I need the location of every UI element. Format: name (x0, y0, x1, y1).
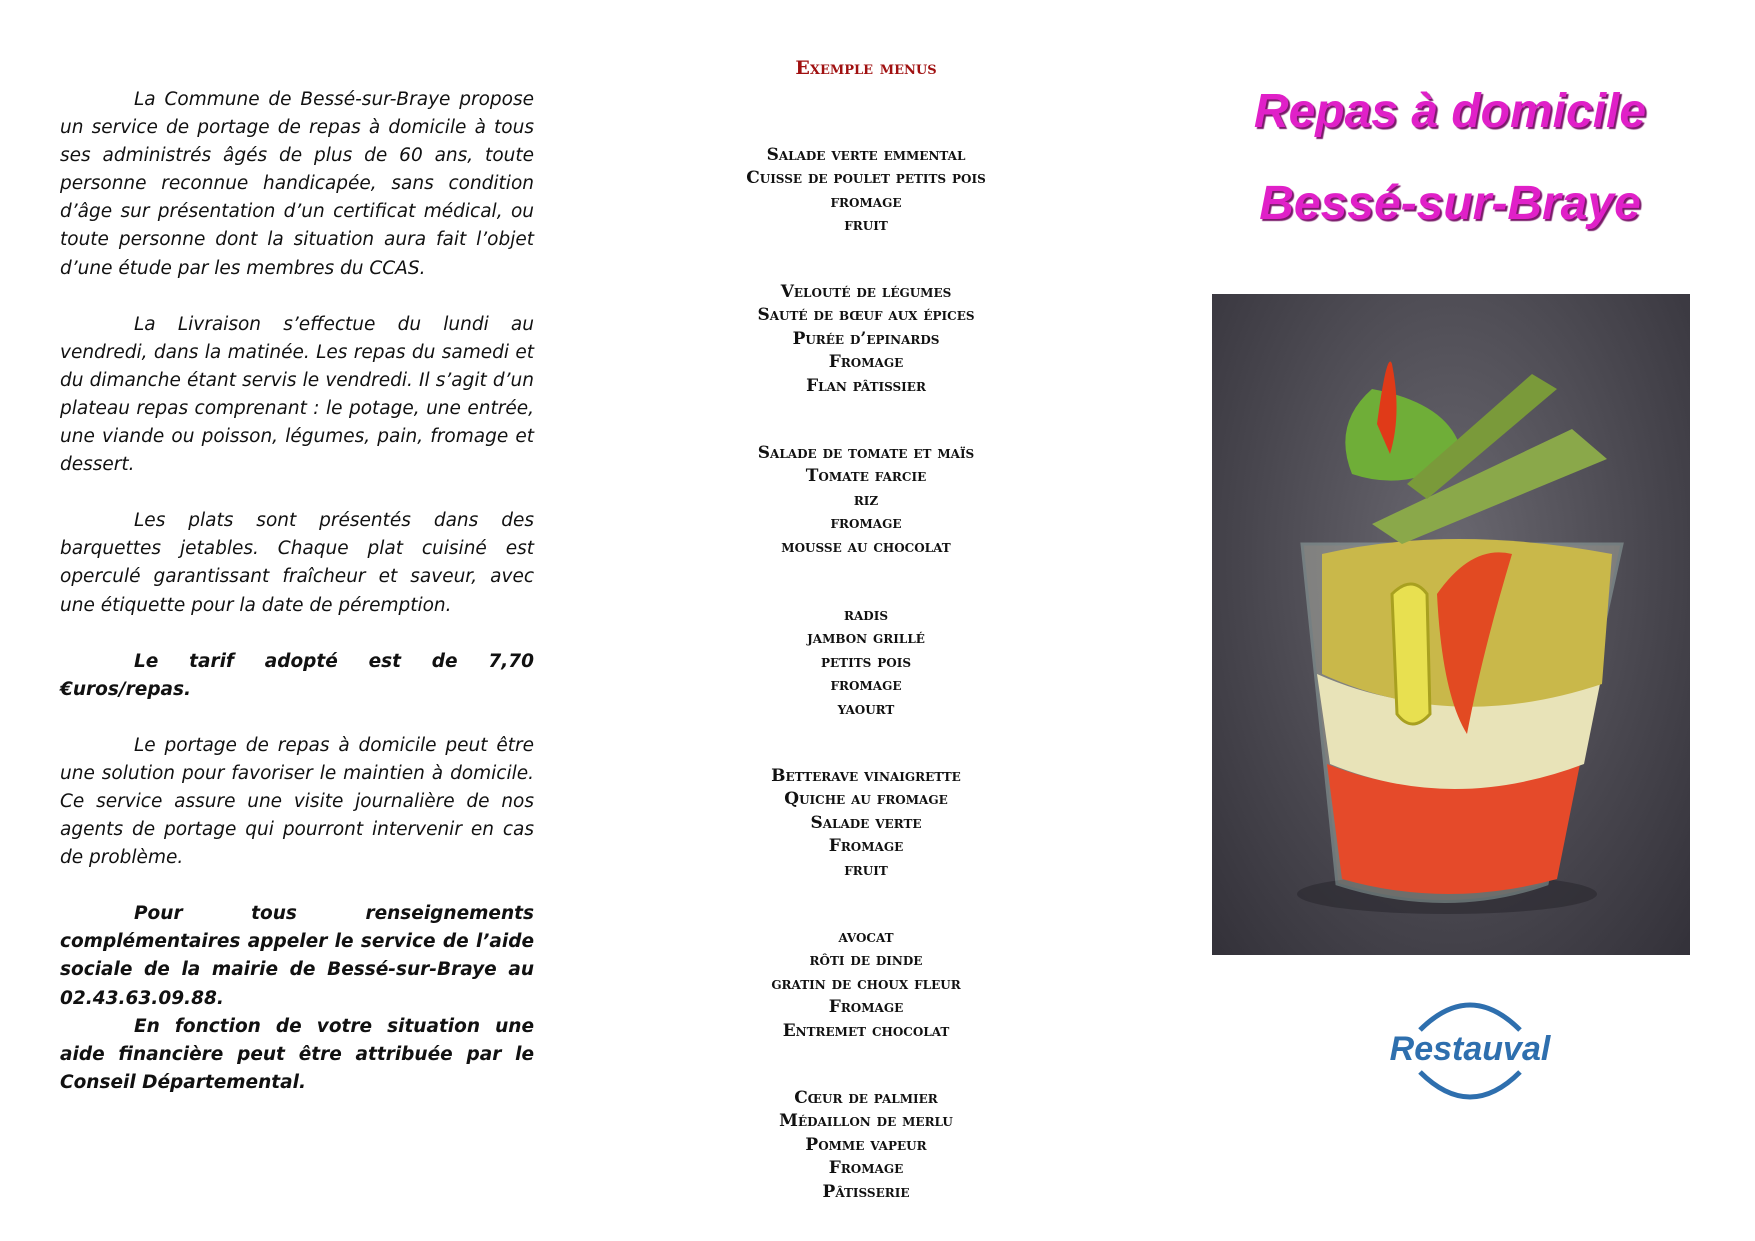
intro-paragraph: La Commune de Bessé-sur-Braye propose un service de portage de repas à domicile à tous ses administrés âgés de plus de 60 ans, toute personne reconnue handicapée, sans condition d’âge sur présentation d’un certificat médical, ou toute personne dont la situation aura fait l’objet d’une étude par les membres du CCAS. (60, 89, 534, 279)
service-paragraph: Le portage de repas à domicile peut être une solution pour favoriser le maintien à domicile. Ce service assure une visite journalière de nos agents de portage qui pourront intervenir en cas de problème. (60, 734, 534, 869)
menu-dish: yaourt (837, 698, 895, 719)
cover-title: Repas à domicile (1253, 85, 1647, 138)
price-paragraph: Le tarif adopté est de 7,70 €uros/repas. (60, 650, 534, 700)
menu-dish: Fromage (828, 352, 904, 373)
menu-dish: riz (853, 489, 879, 510)
menu-dish: fruit (844, 215, 888, 236)
menu-dish: Velouté de légumes (780, 282, 952, 302)
menu-example (680, 765, 1052, 882)
menu-dish: rôti de dinde (809, 950, 923, 971)
menu-example (680, 442, 1052, 559)
menu-dish: mousse au chocolat (781, 536, 951, 557)
menu-dish: Salade verte (810, 812, 922, 833)
delivery-paragraph: La Livraison s’effectue du lundi au vendredi, dans la matinée. Les repas du samedi et du dimanche étant servis le vendredi. Il s’agit d’un plateau repas comprenant : le potage, une entrée, une viande ou poisson, légumes, pain, fromage et dessert. (60, 313, 534, 476)
menu-example (680, 144, 1052, 238)
menu-dish: Fromage (828, 1158, 904, 1179)
menu-dish: Sauté de bœuf aux épices (757, 305, 975, 326)
menu-dish: Salade de tomate et maïs (757, 443, 975, 463)
menu-dish: Pomme vapeur (805, 1134, 927, 1155)
aid-paragraph: En fonction de votre situation une aide financière peut être attribuée par le Conseil Départemental. (60, 1015, 534, 1093)
menu-dish: Quiche au fromage (784, 789, 948, 810)
logo-text: Restauval (1389, 1030, 1551, 1068)
menu-example (680, 281, 1052, 398)
food-photo (1212, 294, 1690, 955)
menu-dish: Entremet chocolat (782, 1020, 950, 1041)
cover-subtitle: Bessé-sur-Braye (1259, 177, 1641, 230)
menu-dish: Betterave vinaigrette (771, 766, 961, 786)
menu-example (680, 1087, 1052, 1204)
menu-dish: Cuisse de poulet petits pois (746, 168, 986, 189)
menu-dish: Purée d’epinards (792, 328, 940, 349)
menu-dish: gratin de choux fleur (771, 973, 961, 994)
menu-example (680, 604, 1052, 721)
menu-dish: fruit (844, 859, 888, 880)
menus-title: Exemple menus (795, 57, 937, 79)
menu-dish: avocat (838, 927, 894, 947)
menu-dish: petits pois (821, 651, 911, 672)
menu-dish: Tomate farcie (805, 466, 927, 487)
menu-dish: Cœur de palmier (794, 1088, 938, 1108)
contact-paragraph: Pour tous renseignements complémentaires appeler le service de l’aide sociale de la mairie de Bessé-sur-Braye au 02.43.63.09.88. (60, 903, 534, 1009)
menu-dish: Fromage (828, 836, 904, 857)
menu-dish: Fromage (828, 997, 904, 1018)
menu-dish: Flan pâtissier (806, 375, 926, 396)
menu-dish: fromage (830, 675, 902, 696)
menu-dish: fromage (830, 513, 902, 534)
menu-dish: jambon grillé (807, 628, 925, 649)
menu-dish: Salade verte emmental (766, 145, 966, 165)
menu-example (680, 926, 1052, 1043)
menu-dish: Pâtisserie (822, 1181, 910, 1202)
menu-dish: fromage (830, 191, 902, 212)
menu-dish: Médaillon de merlu (779, 1111, 953, 1132)
restauval-logo (1370, 990, 1570, 1110)
menu-dish: radis (844, 605, 888, 625)
intro-text (60, 86, 534, 1097)
packaging-paragraph: Les plats sont présentés dans des barquettes jetables. Chaque plat cuisiné est operculé garantissant fraîcheur et saveur, avec une étiquette pour la date de péremption. (60, 510, 534, 616)
